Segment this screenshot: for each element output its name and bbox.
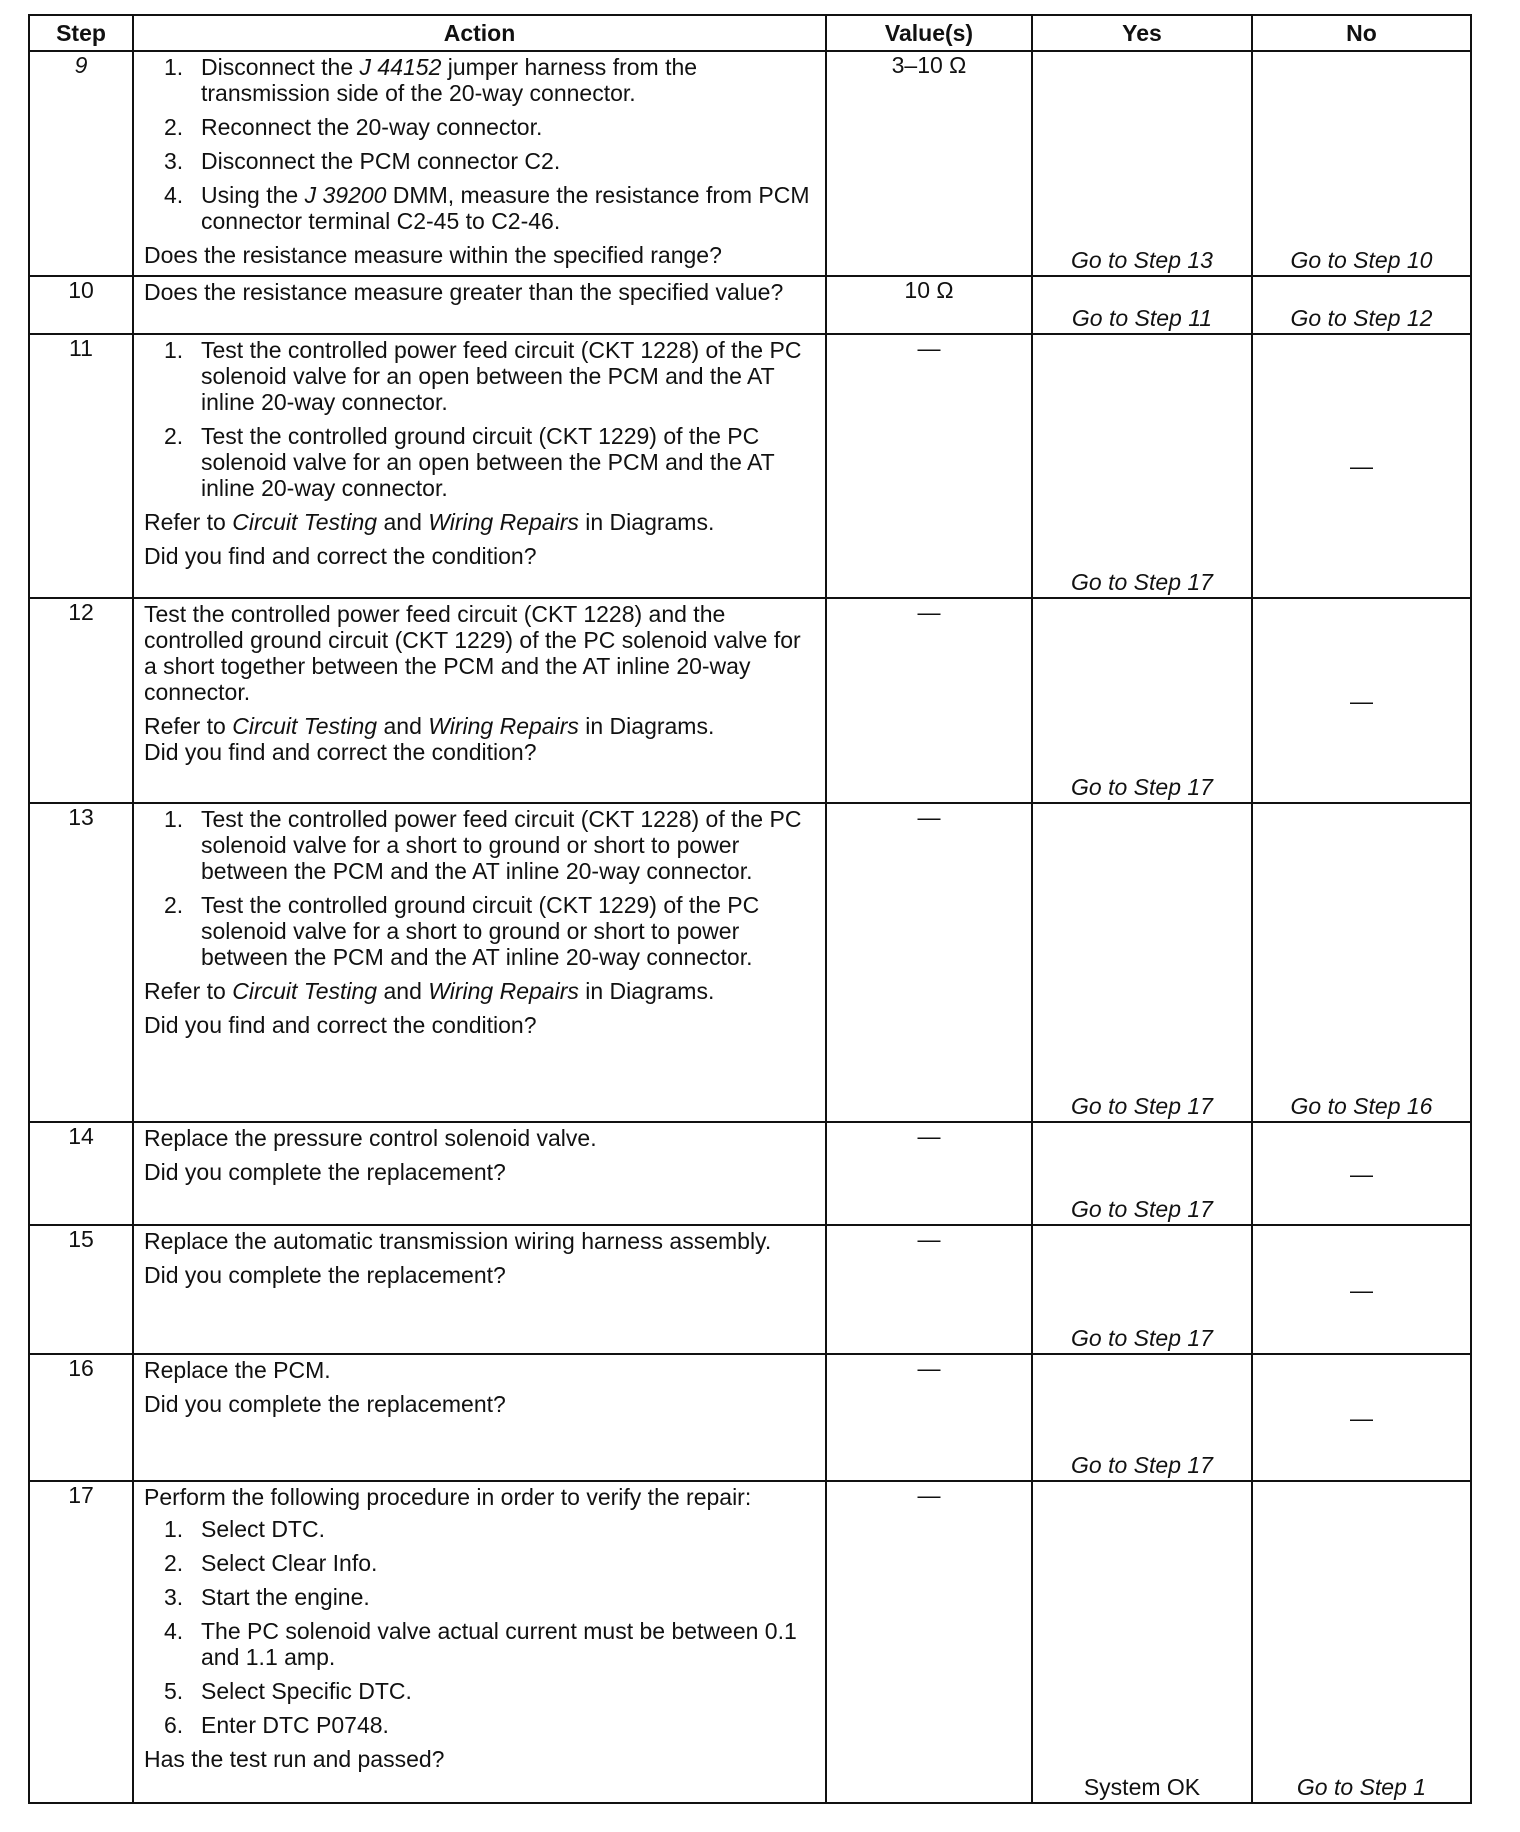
yes-cell: [1032, 1122, 1252, 1225]
action-text: Replace the PCM.: [144, 1357, 331, 1383]
value-cell: —: [826, 803, 1032, 1122]
list-item: 1. Select DTC.: [164, 1516, 325, 1542]
yes-cell: [1032, 1225, 1252, 1354]
action-cell: [133, 1225, 826, 1354]
yes-result: Go to Step 17: [1071, 1452, 1213, 1478]
step-number: 15: [29, 1225, 133, 1354]
list-item: 2. Reconnect the 20-way connector.: [164, 114, 543, 140]
no-result: —: [1350, 453, 1373, 479]
step-number: 10: [29, 276, 133, 334]
list-item: 3. Disconnect the PCM connector C2.: [164, 148, 561, 174]
no-result: —: [1350, 687, 1373, 714]
table-row: [29, 1122, 1471, 1225]
table-row: [29, 276, 1471, 334]
no-result: —: [1350, 1404, 1373, 1431]
no-cell: [1252, 1354, 1471, 1481]
table-row: [29, 51, 1471, 276]
action-question: Did you complete the replacement?: [144, 1391, 506, 1417]
refer-text: Refer to Circuit Testing and Wiring Repairs in Diagrams.: [144, 713, 715, 739]
no-cell: [1252, 51, 1471, 276]
action-question: Does the resistance measure within the specified range?: [144, 242, 722, 268]
action-list: [144, 806, 815, 970]
yes-cell: [1032, 1354, 1252, 1481]
table-row: [29, 598, 1471, 803]
list-item: 1. Disconnect the J 44152 jumper harness from the transmission side of the 20-way connector.: [164, 54, 698, 106]
header-step: Step: [29, 15, 133, 51]
action-cell: [133, 334, 826, 598]
tool-name: J 39200: [304, 182, 387, 208]
action-cell: [133, 598, 826, 803]
action-list: [144, 54, 815, 234]
header-values: Value(s): [826, 15, 1032, 51]
yes-cell: [1032, 1481, 1252, 1803]
yes-result: System OK: [1083, 1774, 1201, 1800]
yes-cell: [1032, 276, 1252, 334]
action-question: Does the resistance measure greater than the specified value?: [144, 279, 784, 305]
no-cell: [1252, 803, 1471, 1122]
value-cell: —: [826, 598, 1032, 803]
action-cell: [133, 1481, 826, 1803]
yes-result: Go to Step 17: [1071, 1093, 1213, 1119]
action-cell: [133, 803, 826, 1122]
no-cell: [1252, 334, 1471, 598]
step-number: 12: [29, 598, 133, 803]
yes-result: Go to Step 17: [1071, 569, 1213, 595]
no-result: Go to Step 10: [1290, 247, 1433, 273]
action-question: Did you find and correct the condition?: [144, 543, 537, 569]
value-cell: —: [826, 1481, 1032, 1803]
action-cell: [133, 51, 826, 276]
value-cell: —: [826, 1122, 1032, 1225]
yes-cell: [1032, 598, 1252, 803]
refer-text: Refer to Circuit Testing and Wiring Repairs in Diagrams.: [144, 509, 715, 535]
step-number: 13: [29, 803, 133, 1122]
list-item: 2. Select Clear Info.: [164, 1550, 378, 1576]
action-list: [144, 337, 815, 501]
value-cell: —: [826, 334, 1032, 598]
diagnostic-table: [28, 14, 1472, 1804]
action-question: Did you complete the replacement?: [144, 1262, 506, 1288]
action-cell: [133, 1122, 826, 1225]
action-cell: [133, 1354, 826, 1481]
no-cell: [1252, 1481, 1471, 1803]
action-list: [144, 1516, 815, 1738]
table-row: [29, 1225, 1471, 1354]
list-item: 1. Test the controlled power feed circuit (CKT 1228) of the PC solenoid valve for a short to ground or short to power between the PCM and the AT inline 20-way connector.: [164, 806, 802, 884]
yes-cell: [1032, 803, 1252, 1122]
action-cell: [133, 276, 826, 334]
list-item: 2. Test the controlled ground circuit (CKT 1229) of the PC solenoid valve for an open between the PCM and the AT inline 20-way connector.: [164, 423, 775, 501]
header-row: [29, 15, 1471, 51]
action-text: Perform the following procedure in order to verify the repair:: [144, 1484, 752, 1510]
no-result: Go to Step 1: [1296, 1774, 1427, 1800]
table-row: [29, 1481, 1471, 1803]
value-cell: —: [826, 1354, 1032, 1481]
header-no: No: [1252, 15, 1471, 51]
value-cell: 3–10 Ω: [826, 51, 1032, 276]
step-number: 9: [29, 51, 133, 276]
no-cell: [1252, 1122, 1471, 1225]
action-text: Test the controlled power feed circuit (CKT 1228) and the controlled ground circuit (CKT 1229) of the PC solenoid valve for a short together between the PCM and the AT inline 20-way connector.: [144, 601, 801, 705]
no-cell: [1252, 1225, 1471, 1354]
action-question: Did you complete the replacement?: [144, 1159, 506, 1185]
no-cell: [1252, 276, 1471, 334]
list-item: 1. Test the controlled power feed circuit (CKT 1228) of the PC solenoid valve for an open between the PCM and the AT inline 20-way connector.: [164, 337, 802, 415]
action-question: Has the test run and passed?: [144, 1746, 445, 1772]
action-question: Did you find and correct the condition?: [144, 739, 537, 765]
yes-result: Go to Step 17: [1071, 1325, 1213, 1351]
no-result: Go to Step 16: [1290, 1093, 1433, 1119]
no-result: —: [1350, 1160, 1373, 1187]
action-text: Replace the automatic transmission wiring harness assembly.: [144, 1228, 772, 1254]
no-result: Go to Step 12: [1290, 305, 1433, 331]
step-number: 11: [29, 334, 133, 598]
table-row: [29, 803, 1471, 1122]
value-cell: —: [826, 1225, 1032, 1354]
list-item: 4. Using the J 39200 DMM, measure the resistance from PCM connector terminal C2-45 to C2-46.: [164, 182, 810, 234]
value-cell: 10 Ω: [826, 276, 1032, 334]
yes-cell: [1032, 334, 1252, 598]
step-number: 14: [29, 1122, 133, 1225]
list-item: 4. The PC solenoid valve actual current must be between 0.1 and 1.1 amp.: [164, 1618, 797, 1670]
list-item: 2. Test the controlled ground circuit (CKT 1229) of the PC solenoid valve for a short to ground or short to power between the PCM and the AT inline 20-way connector.: [164, 892, 760, 970]
table-row: [29, 334, 1471, 598]
no-cell: [1252, 598, 1471, 803]
table-row: [29, 1354, 1471, 1481]
yes-result: Go to Step 13: [1071, 247, 1213, 273]
action-question: Did you find and correct the condition?: [144, 1012, 537, 1038]
step-number: 16: [29, 1354, 133, 1481]
tool-name: J 44152: [359, 54, 442, 80]
list-item: 5. Select Specific DTC.: [164, 1678, 412, 1704]
no-result: —: [1350, 1276, 1373, 1303]
yes-result: Go to Step 17: [1071, 774, 1213, 800]
yes-result: Go to Step 11: [1071, 305, 1213, 331]
list-item: 3. Start the engine.: [164, 1584, 370, 1610]
action-text: Replace the pressure control solenoid valve.: [144, 1125, 597, 1151]
yes-result: Go to Step 17: [1071, 1196, 1213, 1222]
list-item: 6. Enter DTC P0748.: [164, 1712, 389, 1738]
header-yes: Yes: [1032, 15, 1252, 51]
header-action: Action: [133, 15, 826, 51]
yes-cell: [1032, 51, 1252, 276]
refer-text: Refer to Circuit Testing and Wiring Repairs in Diagrams.: [144, 978, 715, 1004]
step-number: 17: [29, 1481, 133, 1803]
